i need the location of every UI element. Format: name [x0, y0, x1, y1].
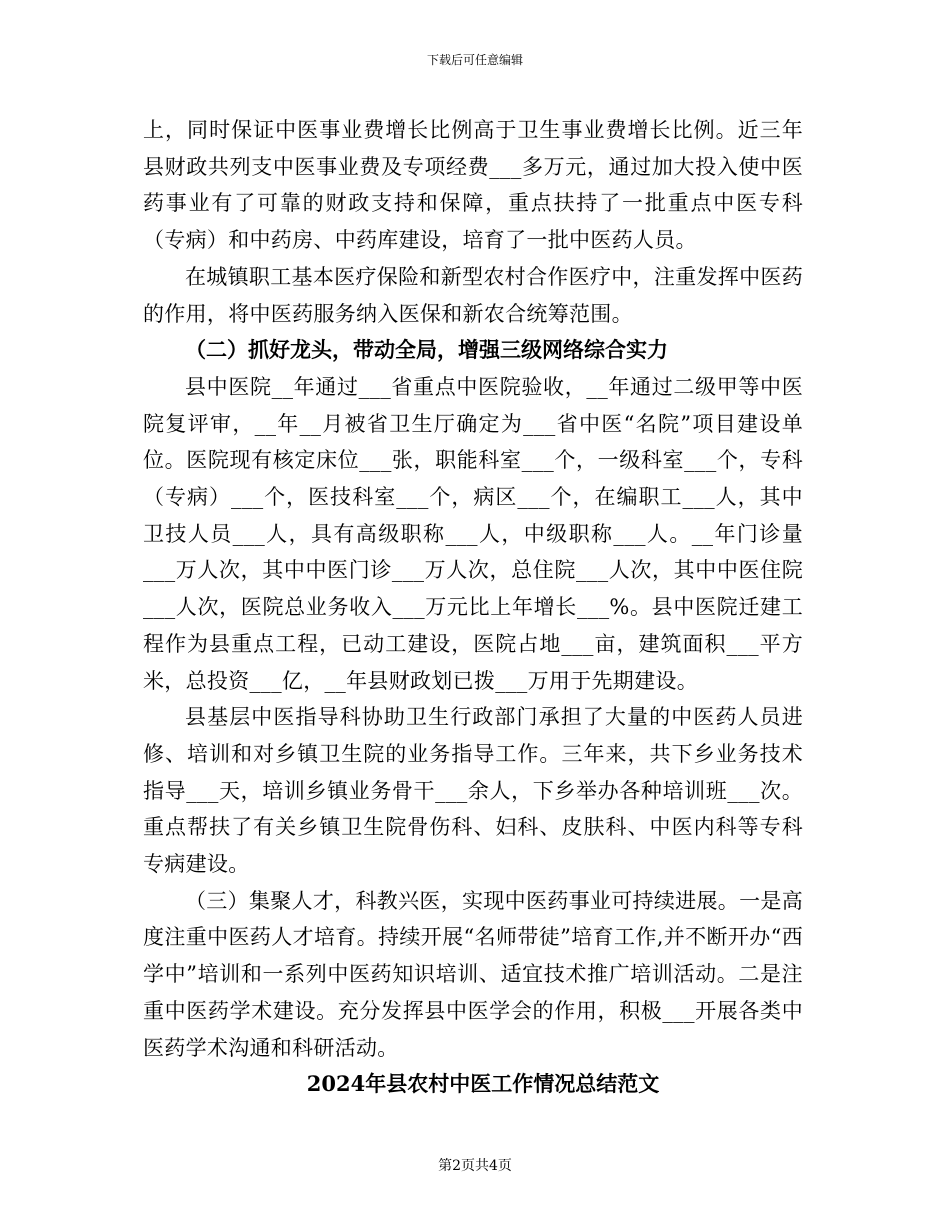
- paragraph-county-hospital: 县中医院__年通过___省重点中医院验收，__年通过二级甲等中医院复评审，__年__月被省卫生厅确定为___省中医“名院”项目建设单位。医院现有核定床位___张，职能科室___个，一级科室___个，专科（专病）___个，医技科室___个，病区___个，在编职工___人，其中卫技人员___人，具有高级职称___人，中级职称___人。__年门诊量___万人次，其中中医门诊___万人次，总住院___人次，其中中医住院___人次，医院总业务收入___万元比上年增长___%。县中医院迁建工程作为县重点工程，已动工建设，医院占地___亩，建筑面积___平方米，总投资___亿，__年县财政划已拨___万用于先期建设。: [143, 374, 803, 693]
- document-title: 2024年县农村中医工作情况总结范文: [306, 1071, 660, 1097]
- page-number: 第2页共4页: [438, 1158, 512, 1174]
- section-heading-2: （二）抓好龙头，带动全局，增强三级网络综合实力: [185, 337, 668, 363]
- paragraph-insurance: 在城镇职工基本医疗保险和新型农村合作医疗中，注重发挥中医药的作用，将中医药服务纳入医保和新农合统筹范围。: [143, 264, 803, 326]
- paragraph-talent: （三）集聚人才，科教兴医，实现中医药事业可持续进展。一是高度注重中医药人才培育。持续开展“名师带徒”培育工作,并不断开办“西学中”培训和一系列中医药知识培训、适宜技术推广培训活动。二是注重中医药学术建设。充分发挥县中医学会的作用，积极___开展各类中医药学术沟通和科研活动。: [143, 888, 803, 1060]
- paragraph-guidance-dept: 县基层中医指导科协助卫生行政部门承担了大量的中医药人员进修、培训和对乡镇卫生院的业务指导工作。三年来，共下乡业务技术指导___天，培训乡镇业务骨干___余人，下乡举办各种培训班___次。重点帮扶了有关乡镇卫生院骨伤科、妇科、皮肤科、中医内科等专科专病建设。: [143, 705, 803, 877]
- header-note: 下载后可任意编辑: [426, 53, 523, 67]
- paragraph-funding: 上，同时保证中医事业费增长比例高于卫生事业费增长比例。近三年县财政共列支中医事业费及专项经费___多万元，通过加大投入使中医药事业有了可靠的财政支持和保障，重点扶持了一批重点中医专科（专病）和中药房、中药库建设，培育了一批中医药人员。: [143, 118, 803, 253]
- document-body: [143, 112, 803, 1103]
